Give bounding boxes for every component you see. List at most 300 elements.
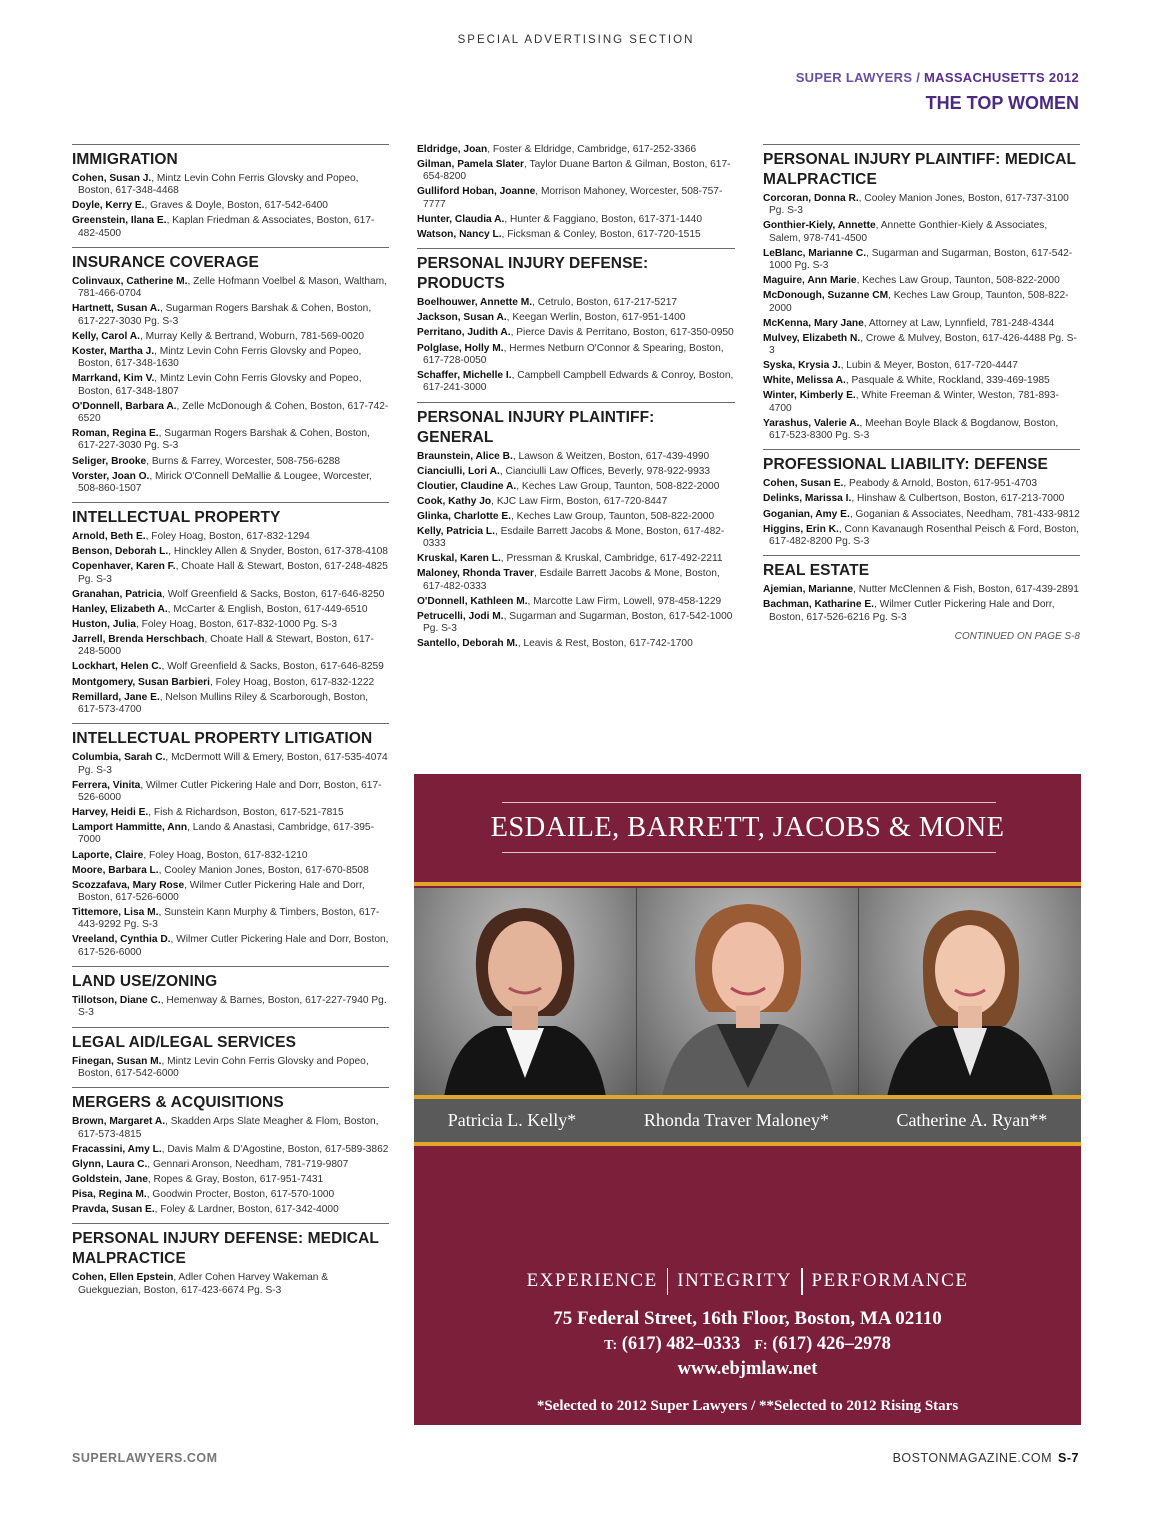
lawyer-entry <box>763 290 1080 315</box>
section-title: PERSONAL INJURY DEFENSE: MEDICAL MALPRACTICE <box>72 1230 379 1268</box>
section-title: PERSONAL INJURY DEFENSE: PRODUCTS <box>417 255 649 293</box>
lawyer-entry <box>763 390 1080 415</box>
lawyer-details: , Pierce Davis & Perritano, Boston, 617-350-0950 <box>510 327 734 339</box>
phone-label: T: <box>604 1338 618 1353</box>
lawyer-details: , Keches Law Group, Taunton, 508-822-2000 <box>510 510 715 522</box>
lawyer-name: White, Melissa A. <box>763 375 846 387</box>
person-portrait-icon <box>859 888 1081 1097</box>
lawyer-name: Tittemore, Lisa M. <box>72 907 159 919</box>
section-title: LAND USE/ZONING <box>72 973 218 991</box>
lawyer-entry <box>763 509 1080 521</box>
footer-right-site[interactable]: BOSTONMAGAZINE.COM <box>892 1451 1053 1465</box>
section-title: INTELLECTUAL PROPERTY <box>72 509 281 527</box>
ad-footnote: *Selected to 2012 Super Lawyers / **Selected to 2012 Rising Stars <box>536 1398 959 1414</box>
column-2 <box>417 144 735 658</box>
lawyer-entry <box>72 303 389 328</box>
special-advertising-banner: SPECIAL ADVERTISING SECTION <box>457 34 695 46</box>
lawyer-details: , Burns & Farrey, Worcester, 508-756-6288 <box>146 455 341 467</box>
series-state: MASSACHUSETTS 2012 <box>924 70 1079 85</box>
lawyer-details: , Attorney at Law, Lynnfield, 781-248-4344 <box>863 317 1055 329</box>
lawyer-details: , Nelson Mullins Riley & Scarborough, Boston, 617-573-4700 <box>78 691 369 715</box>
lawyer-details: , Taylor Duane Barton & Gilman, Boston, 617-654-8200 <box>423 159 731 183</box>
continued-note: CONTINUED ON PAGE S-8 <box>954 630 1080 642</box>
lawyer-details: , Goganian & Associates, Needham, 781-433-9812 <box>849 508 1080 520</box>
section-professional-liability <box>763 449 1080 548</box>
lawyer-details: , Sugarman Rogers Barshak & Cohen, Boston, 617-227-3030 Pg. S-3 <box>78 303 372 327</box>
lawyer-details: , Campbell Campbell Edwards & Conroy, Boston, 617-241-3000 <box>423 369 734 394</box>
lawyer-name: Eldridge, Joan <box>417 144 488 155</box>
lawyer-name: Watson, Nancy L. <box>417 228 502 240</box>
lawyer-entry <box>417 466 735 478</box>
lawyer-entry <box>72 589 389 601</box>
lawyer-entry <box>417 568 735 593</box>
lawyer-entry <box>417 496 735 508</box>
lawyer-details: , Cetrulo, Boston, 617-217-5217 <box>532 297 678 309</box>
lawyer-details: , Hinshaw & Culbertson, Boston, 617-213-7000 <box>851 493 1065 505</box>
lawyer-name: Glynn, Laura C. <box>72 1158 148 1170</box>
lawyer-name: Marrkand, Kim V. <box>72 373 155 385</box>
lawyer-details: , Marcotte Law Firm, Lowell, 978-458-1229 <box>527 595 722 607</box>
lawyer-details: , Murray Kelly & Bertrand, Woburn, 781-569-0020 <box>139 330 364 342</box>
lawyer-details: , Wilmer Cutler Pickering Hale and Dorr, Boston, 617-526-6216 Pg. S-3 <box>769 599 1055 623</box>
lawyer-entry <box>763 478 1080 490</box>
lawyer-entry <box>763 220 1080 245</box>
section-intellectual-property <box>72 502 389 716</box>
ad-portraits <box>414 888 1081 1097</box>
lawyer-details: , Wolf Greenfield & Sacks, Boston, 617-646-8250 <box>162 588 385 600</box>
motto-word: INTEGRITY <box>677 1269 792 1291</box>
lawyer-entry <box>72 604 389 616</box>
lawyer-name: Granahan, Patricia <box>72 588 163 600</box>
ad-firm-name: ESDAILE, BARRETT, JACOBS & MONE <box>490 812 1005 843</box>
lawyer-entry <box>417 526 735 551</box>
lawyer-details: , Keches Law Group, Taunton, 508-822-2000 <box>516 480 720 492</box>
section-title: LEGAL AID/LEGAL SERVICES <box>72 1033 297 1051</box>
lawyer-name: Cloutier, Claudine A. <box>417 480 517 492</box>
lawyer-details: , Zelle McDonough & Cohen, Boston, 617-742-6520 <box>78 400 389 425</box>
lawyer-details: , Annette Gonthier-Kiely & Associates, Salem, 978-741-4500 <box>769 220 1048 244</box>
lawyer-entry <box>417 327 735 339</box>
lawyer-name: Greenstein, Ilana E. <box>72 215 167 227</box>
ad-phone-line <box>414 1334 1081 1355</box>
attorney-name: Catherine A. Ryan** <box>896 1110 1048 1130</box>
lawyer-name: Perritano, Judith A. <box>417 327 511 339</box>
lawyer-name: McKenna, Mary Jane <box>763 317 864 329</box>
lawyer-entry <box>417 297 735 309</box>
ad-top-rule <box>502 802 996 803</box>
lawyer-name: Lamport Hammitte, Ann <box>72 822 188 834</box>
lawyer-name: Mulvey, Elizabeth N. <box>763 332 861 344</box>
lawyer-details: , Keches Law Group, Taunton, 508-822-2000 <box>856 275 1060 287</box>
lawyer-details: , Sugarman and Sugarman, Boston, 617-542-1000 Pg. S-3 <box>769 247 1073 272</box>
lawyer-name: Gulliford Hoban, Joanne <box>417 186 536 198</box>
lawyer-entry <box>763 333 1080 358</box>
lawyer-entry <box>763 360 1080 372</box>
lawyer-details: , Mintz Levin Cohn Ferris Glovsky and Popeo, Boston, 617-348-1630 <box>78 345 362 370</box>
lawyer-details: , Lawson & Weitzen, Boston, 617-439-4990 <box>512 450 710 462</box>
lawyer-name: Remillard, Jane E. <box>72 691 160 703</box>
lawyer-details: , Wolf Greenfield & Sacks, Boston, 617-646-8259 <box>161 661 384 673</box>
lawyer-details: , Graves & Doyle, Boston, 617-542-6400 <box>144 200 328 212</box>
lawyer-entry <box>72 619 389 631</box>
lawyer-details: , Wilmer Cutler Pickering Hale and Dorr, Boston, 617-526-6000 <box>78 934 389 958</box>
section-mergers-acquisitions <box>72 1087 389 1216</box>
lawyer-name: Hunter, Claudia A. <box>417 213 505 225</box>
lawyer-entry <box>417 144 735 156</box>
lawyer-entry <box>763 193 1080 218</box>
lawyer-entry <box>72 822 389 847</box>
lawyer-details: , White Freeman & Winter, Weston, 781-893-4700 <box>769 390 1059 414</box>
page-number: S-7 <box>1058 1451 1079 1465</box>
lawyer-name: Moore, Barbara L. <box>72 864 159 876</box>
lawyer-details: , Esdaile Barrett Jacobs & Mone, Boston, 617-482-0333 <box>423 568 720 592</box>
lawyer-name: Jarrell, Brenda Herschbach <box>72 634 205 646</box>
lawyer-details: , Nutter McClennen & Fish, Boston, 617-439-2891 <box>853 584 1079 596</box>
portrait-photo <box>636 888 859 1097</box>
lawyer-entry <box>417 312 735 324</box>
lawyer-details: , Foley Hoag, Boston, 617-832-1000 Pg. S-3 <box>135 618 338 630</box>
lawyer-entry <box>72 200 389 212</box>
lawyer-entry <box>417 343 735 368</box>
lawyer-entry <box>417 596 735 608</box>
lawyer-details: , Sugarman Rogers Barshak & Cohen, Boston, 617-227-3030 Pg. S-3 <box>78 428 370 452</box>
lawyer-name: Harvey, Heidi E. <box>72 807 149 819</box>
lawyer-entry <box>72 677 389 689</box>
lawyer-name: Yarashus, Valerie A. <box>763 417 860 429</box>
lawyer-entry <box>72 173 389 198</box>
lawyer-entry <box>417 553 735 565</box>
lawyer-name: Cohen, Susan E. <box>763 478 844 490</box>
lawyer-name: Cohen, Ellen Epstein <box>72 1272 174 1284</box>
lawyer-entry <box>72 276 389 301</box>
ad-under-rule <box>502 852 996 853</box>
lawyer-name: Hanley, Elizabeth A. <box>72 603 168 615</box>
lawyer-name: Roman, Regina E. <box>72 428 159 440</box>
lawyer-details: , Choate Hall & Stewart, Boston, 617-248-5000 <box>78 634 374 658</box>
column-1 <box>72 144 389 1304</box>
lawyer-details: , Foster & Eldridge, Cambridge, 617-252-3366 <box>487 144 697 155</box>
lawyer-details: , Gennari Aronson, Needham, 781-719-9807 <box>147 1158 349 1170</box>
lawyer-details: , Mintz Levin Cohn Ferris Glovsky and Popeo, Boston, 617-542-6000 <box>78 1055 369 1079</box>
lawyer-details: , Esdaile Barrett Jacobs & Mone, Boston, 617-482-0333 <box>423 526 725 550</box>
lawyer-details: , Sunstein Kann Murphy & Timbers, Boston, 617-443-9292 Pg. S-3 <box>78 907 380 931</box>
lawyer-entry <box>417 511 735 523</box>
lawyer-name: Boelhouwer, Annette M. <box>417 297 533 309</box>
ad-gold-stripe-bottom <box>414 1142 1081 1146</box>
section-pi-defense-medmal-continued <box>417 144 735 241</box>
lawyer-name: Delinks, Marissa I. <box>763 493 852 505</box>
lawyer-entry <box>417 638 735 650</box>
lawyer-entry <box>72 1144 389 1156</box>
lawyer-name: Copenhaver, Karen F. <box>72 561 176 573</box>
motto-word: EXPERIENCE <box>526 1269 658 1291</box>
lawyer-name: Jackson, Susan A. <box>417 312 507 324</box>
section-legal-aid <box>72 1027 389 1081</box>
lawyer-name: Glinka, Charlotte E. <box>417 510 511 522</box>
lawyer-entry <box>72 807 389 819</box>
lawyer-details: , Kaplan Friedman & Associates, Boston, 617-482-4500 <box>78 215 375 239</box>
person-portrait-icon <box>414 888 636 1097</box>
lawyer-entry <box>763 318 1080 330</box>
motto-word: PERFORMANCE <box>811 1269 969 1291</box>
attorney-name: Rhonda Traver Maloney* <box>643 1110 829 1130</box>
lawyer-name: Scozzafava, Mary Rose <box>72 879 185 891</box>
lawyer-entry <box>417 186 735 211</box>
lawyer-details: , Pasquale & White, Rockland, 339-469-1985 <box>845 375 1050 387</box>
lawyer-name: Kelly, Carol A. <box>72 330 140 342</box>
lawyer-name: Koster, Martha J. <box>72 345 155 357</box>
ad-name-bar <box>414 1099 1081 1142</box>
lawyer-details: , Cooley Manion Jones, Boston, 617-670-8508 <box>158 864 369 876</box>
lawyer-name: LeBlanc, Marianne C. <box>763 247 867 259</box>
section-title: IMMIGRATION <box>72 151 178 168</box>
lawyer-entry <box>417 159 735 184</box>
lawyer-entry <box>72 995 389 1020</box>
law-firm-advertisement <box>414 774 1081 1425</box>
lawyer-details: , Ficksman & Conley, Boston, 617-720-1515 <box>501 228 701 240</box>
ad-phone: (617) 482–0333 <box>621 1334 741 1354</box>
lawyer-details: , McCarter & English, Boston, 617-449-6510 <box>167 603 368 615</box>
lawyer-details: , Crowe & Mulvey, Boston, 617-426-4488 Pg. S-3 <box>769 332 1077 357</box>
lawyer-name: Colinvaux, Catherine M. <box>72 276 188 288</box>
lawyer-entry <box>417 370 735 395</box>
lawyer-name: Polglase, Holly M. <box>417 342 504 354</box>
lawyer-details: , Keches Law Group, Taunton, 508-822-2000 <box>769 290 1069 314</box>
lawyer-details: , Conn Kavanaugh Rosenthal Peisch & Ford, Boston, 617-482-8200 Pg. S-3 <box>769 523 1079 547</box>
lawyer-details: , Leavis & Rest, Boston, 617-742-1700 <box>517 638 693 650</box>
lawyer-name: Arnold, Beth E. <box>72 531 146 543</box>
section-real-estate <box>763 555 1080 624</box>
lawyer-details: , Peabody & Arnold, Boston, 617-951-4703 <box>843 478 1038 490</box>
lawyer-name: Higgins, Erin K. <box>763 523 839 535</box>
lawyer-name: Gonthier-Kiely, Annette <box>763 220 876 232</box>
lawyer-details: , Wilmer Cutler Pickering Hale and Dorr, Boston, 617-526-6000 <box>78 779 382 803</box>
lawyer-details: , Morrison Mahoney, Worcester, 508-757-7777 <box>423 186 723 210</box>
lawyer-name: Pisa, Regina M. <box>72 1188 147 1200</box>
lawyer-entry <box>763 584 1080 596</box>
lawyer-details: , Foley Hoag, Boston, 617-832-1210 <box>143 849 308 861</box>
lawyer-name: Hartnett, Susan A. <box>72 303 160 315</box>
lawyer-details: , Wilmer Cutler Pickering Hale and Dorr, Boston, 617-526-6000 <box>78 879 365 903</box>
lawyer-entry <box>72 546 389 558</box>
lawyer-details: , Hermes Netburn O'Connor & Spearing, Boston, 617-728-0050 <box>423 342 724 366</box>
lawyer-entry <box>763 375 1080 387</box>
lawyer-details: , Adler Cohen Harvey Wakeman & Guekguezian, Boston, 617-423-6674 Pg. S-3 <box>78 1272 329 1296</box>
lawyer-entry <box>72 1159 389 1171</box>
lawyer-details: , Cooley Manion Jones, Boston, 617-737-3100 Pg. S-3 <box>769 193 1069 217</box>
lawyer-details: , Foley Hoag, Boston, 617-832-1222 <box>209 676 375 688</box>
lawyer-name: Seliger, Brooke <box>72 455 147 467</box>
person-portrait-icon <box>637 888 859 1097</box>
lawyer-entry <box>72 531 389 543</box>
section-land-use-zoning <box>72 966 389 1020</box>
lawyer-entry <box>72 752 389 777</box>
lawyer-details: , Mirick O'Connell DeMallie & Lougee, Worcester, 508-860-1507 <box>78 470 372 494</box>
lawyer-entry <box>72 1056 389 1081</box>
lawyer-entry <box>72 907 389 932</box>
ad-gold-stripe-top <box>414 882 1081 886</box>
lawyer-entry <box>72 1189 389 1201</box>
section-title: REAL ESTATE <box>763 562 870 580</box>
lawyer-details: , Zelle Hofmann Voelbel & Mason, Waltham, 781-466-0704 <box>78 276 387 300</box>
lawyer-name: Tillotson, Diane C. <box>72 995 161 1007</box>
lawyer-entry <box>72 471 389 496</box>
lawyer-name: Finegan, Susan M. <box>72 1055 162 1067</box>
lawyer-entry <box>72 634 389 659</box>
lawyer-name: McDonough, Suzanne CM <box>763 290 889 302</box>
lawyer-entry <box>72 880 389 905</box>
lawyer-entry <box>417 611 735 636</box>
lawyer-name: Huston, Julia <box>72 618 136 630</box>
lawyer-name: O'Donnell, Barbara A. <box>72 400 177 412</box>
lawyer-details: , Hunter & Faggiano, Boston, 617-371-1440 <box>504 213 703 225</box>
lawyer-entry <box>417 214 735 226</box>
motto-divider <box>667 1268 669 1295</box>
section-title: INSURANCE COVERAGE <box>72 254 259 272</box>
series-title <box>796 70 1079 85</box>
lawyer-details: , Fish & Richardson, Boston, 617-521-7815 <box>148 807 344 819</box>
section-title: PERSONAL INJURY PLAINTIFF: MEDICAL MALPRACTICE <box>763 151 1076 188</box>
lawyer-name: Lockhart, Helen C. <box>72 661 162 673</box>
lawyer-details: , Sugarman and Sugarman, Boston, 617-542-1000 Pg. S-3 <box>423 610 733 635</box>
section-title: PERSONAL INJURY PLAINTIFF: GENERAL <box>417 408 655 446</box>
lawyer-details: , KJC Law Firm, Boston, 617-720-8447 <box>491 495 668 507</box>
section-pi-defense-medmal <box>72 1223 389 1297</box>
lawyer-name: Cianciulli, Lori A. <box>417 465 500 477</box>
lawyer-entry <box>72 692 389 717</box>
page-subtitle: THE TOP WOMEN <box>925 93 1079 113</box>
lawyer-name: Syska, Krysia J. <box>763 360 841 372</box>
portrait-photo <box>858 888 1081 1097</box>
lawyer-details: , Keegan Werlin, Boston, 617-951-1400 <box>506 312 686 324</box>
lawyer-entry <box>763 599 1080 624</box>
lawyer-name: Gilman, Pamela Slater <box>417 159 525 171</box>
lawyer-details: , Foley & Lardner, Boston, 617-342-4000 <box>154 1204 339 1216</box>
section-insurance-coverage <box>72 247 389 495</box>
lawyer-name: Vreeland, Cynthia D. <box>72 934 171 946</box>
lawyer-name: Benson, Deborah L. <box>72 546 169 558</box>
lawyer-entry <box>763 418 1080 443</box>
series-label: SUPER LAWYERS / <box>795 70 921 85</box>
lawyer-details: , Cianciulli Law Offices, Beverly, 978-922-9933 <box>499 465 711 477</box>
lawyer-name: Ajemian, Marianne <box>763 584 854 596</box>
lawyer-details: , Hemenway & Barnes, Boston, 617-227-7940 Pg. S-3 <box>78 995 387 1019</box>
lawyer-name: Cohen, Susan J. <box>72 173 152 184</box>
lawyer-entry <box>72 1204 389 1216</box>
lawyer-entry <box>72 561 389 586</box>
lawyer-details: , Lando & Anastasi, Cambridge, 617-395-7000 <box>78 822 374 846</box>
lawyer-name: Pravda, Susan E. <box>72 1204 155 1216</box>
lawyer-entry <box>72 215 389 240</box>
ad-address: 75 Federal Street, 16th Floor, Boston, MA 02110 <box>553 1308 942 1329</box>
ad-motto <box>414 1268 1081 1295</box>
lawyer-details: , Davis Malm & D'Agostine, Boston, 617-589-3862 <box>161 1143 389 1155</box>
lawyer-entry <box>72 346 389 371</box>
lawyer-name: Petrucelli, Jodi M. <box>417 610 504 622</box>
lawyer-entry <box>72 331 389 343</box>
lawyer-details: , Foley Hoag, Boston, 617-832-1294 <box>145 531 310 543</box>
footer-left-site[interactable]: SUPERLAWYERS.COM <box>72 1451 218 1465</box>
lawyer-entry <box>72 661 389 673</box>
lawyer-name: Santello, Deborah M. <box>417 638 518 650</box>
lawyer-name: Doyle, Kerry E. <box>72 200 145 212</box>
column-3 <box>763 144 1080 642</box>
lawyer-name: Kelly, Patricia L. <box>417 526 495 537</box>
section-title: INTELLECTUAL PROPERTY LITIGATION <box>72 730 373 748</box>
lawyer-details: , Pressman & Kruskal, Cambridge, 617-492-2211 <box>500 553 723 565</box>
lawyer-details: , Mintz Levin Cohn Ferris Glovsky and Popeo, Boston, 617-348-1807 <box>78 373 362 397</box>
portrait-photo <box>414 888 636 1097</box>
section-title: MERGERS & ACQUISITIONS <box>72 1094 284 1112</box>
lawyer-name: Vorster, Joan O. <box>72 470 150 482</box>
lawyer-entry <box>72 401 389 426</box>
lawyer-entry <box>417 451 735 463</box>
lawyer-details: , Goodwin Procter, Boston, 617-570-1000 <box>146 1188 335 1200</box>
lawyer-name: Ferrera, Vinita <box>72 779 141 791</box>
lawyer-name: O'Donnell, Kathleen M. <box>417 595 528 607</box>
lawyer-entry <box>763 275 1080 287</box>
lawyer-entry <box>72 1174 389 1186</box>
lawyer-name: Montgomery, Susan Barbieri <box>72 676 210 688</box>
lawyer-entry <box>72 865 389 877</box>
lawyer-name: Laporte, Claire <box>72 849 144 861</box>
lawyer-name: Schaffer, Michelle I. <box>417 369 512 381</box>
lawyer-name: Goldstein, Jane <box>72 1173 148 1185</box>
motto-divider <box>801 1268 803 1295</box>
lawyer-name: Goganian, Amy E. <box>763 508 850 520</box>
section-ip-litigation <box>72 723 389 959</box>
lawyer-name: Corcoran, Donna R. <box>763 193 859 204</box>
lawyer-details: , Meehan Boyle Black & Bogdanow, Boston, 617-523-8300 Pg. S-3 <box>769 417 1059 442</box>
lawyer-entry <box>763 524 1080 549</box>
lawyer-details: , McDermott Will & Emery, Boston, 617-535-4074 Pg. S-3 <box>78 752 388 776</box>
section-pi-plaintiff-medmal <box>763 144 1080 442</box>
lawyer-name: Columbia, Sarah C. <box>72 752 166 764</box>
lawyer-entry <box>763 493 1080 505</box>
lawyer-entry <box>72 1272 389 1297</box>
lawyer-details: , Lubin & Meyer, Boston, 617-720-4447 <box>840 360 1018 372</box>
section-title: PROFESSIONAL LIABILITY: DEFENSE <box>763 456 1048 474</box>
lawyer-name: Brown, Margaret A. <box>72 1116 166 1128</box>
lawyer-details: , Mintz Levin Cohn Ferris Glovsky and Popeo, Boston, 617-348-4468 <box>78 173 359 197</box>
lawyer-entry <box>417 481 735 493</box>
lawyer-entry <box>72 428 389 453</box>
lawyer-name: Fracassini, Amy L. <box>72 1143 162 1155</box>
lawyer-details: , Ropes & Gray, Boston, 617-951-7431 <box>147 1173 324 1185</box>
lawyer-name: Cook, Kathy Jo <box>417 495 492 507</box>
lawyer-entry <box>72 934 389 959</box>
ad-website[interactable]: www.ebjmlaw.net <box>677 1359 818 1379</box>
lawyer-name: Maloney, Rhonda Traver <box>417 568 534 580</box>
lawyer-name: Bachman, Katharine E. <box>763 599 874 611</box>
ad-fax: (617) 426–2978 <box>772 1334 891 1354</box>
section-pi-plaintiff-general <box>417 402 735 651</box>
lawyer-entry <box>72 456 389 468</box>
lawyer-details: , Choate Hall & Stewart, Boston, 617-248-4825 Pg. S-3 <box>78 561 388 585</box>
lawyer-entry <box>72 780 389 805</box>
lawyer-name: Maguire, Ann Marie <box>763 275 857 287</box>
lawyer-name: Braunstein, Alice B. <box>417 450 513 462</box>
attorney-name: Patricia L. Kelly* <box>447 1110 577 1130</box>
fax-label: F: <box>754 1338 768 1353</box>
lawyer-name: Kruskal, Karen L. <box>417 553 501 565</box>
lawyer-name: Winter, Kimberly E. <box>763 390 856 402</box>
section-immigration <box>72 144 389 240</box>
footer-right <box>893 1451 1079 1465</box>
lawyer-entry <box>763 248 1080 273</box>
lawyer-entry <box>72 373 389 398</box>
lawyer-entry <box>72 1116 389 1141</box>
